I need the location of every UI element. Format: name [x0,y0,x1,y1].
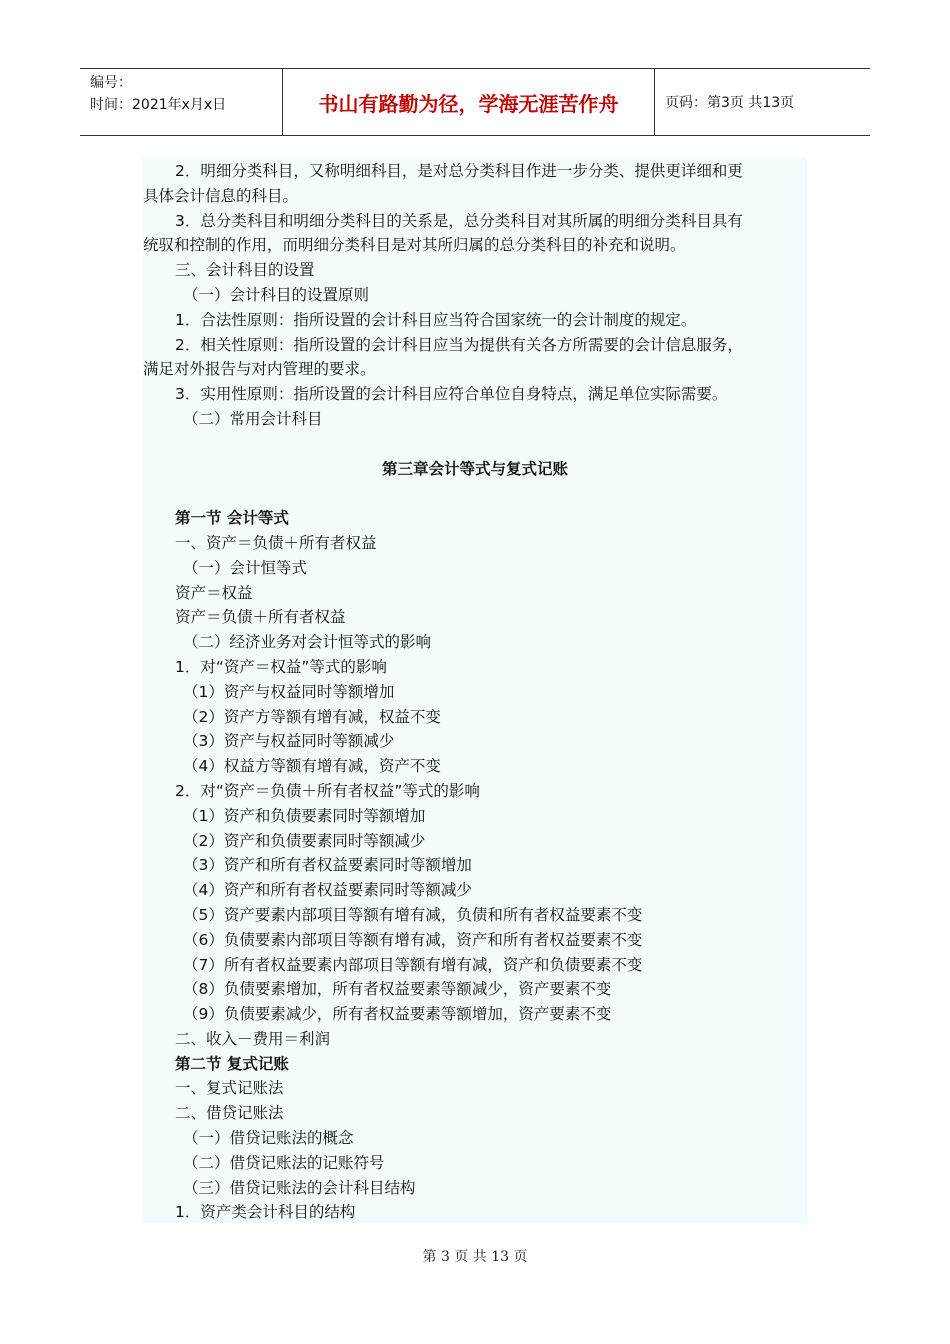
outline-item: 1．对“资产＝权益”等式的影响 [175,657,387,676]
paragraph-line: 2．明细分类科目，又称明细科目，是对总分类科目作进一步分类、提供更详细和更 [175,162,743,180]
outline-item: 资产＝负债＋所有者权益 [175,608,346,627]
section-heading: 三、会计科目的设置 [175,261,315,280]
section-title: 第一节 会计等式 [175,509,289,528]
page-footer: 第 3 页 共 13 页 [422,1249,528,1265]
outline-item: （3）资产和所有者权益要素同时等额增加 [183,856,472,875]
spacer [143,432,807,457]
outline-item: （8）负债要素增加，所有者权益要素等额减少，资产要素不变 [183,980,612,999]
subsection-heading: （一）会计科目的设置原则 [183,285,370,304]
outline-item: （6）负债要素内部项目等额有增有减，资产和所有者权益要素不变 [183,930,643,949]
outline-item: （二）借贷记账法的记账符号 [183,1153,385,1172]
section-title: 第二节 复式记账 [175,1054,289,1073]
document-body [143,157,807,1223]
chapter-title: 第三章会计等式与复式记账 [381,459,568,478]
outline-item: （二）经济业务对会计恒等式的影响 [183,633,432,652]
outline-item: （5）资产要素内部项目等额有增有减，负债和所有者权益要素不变 [183,905,643,924]
outline-item: （2）资产和负债要素同时等额减少 [183,831,426,850]
outline-item: （2）资产方等额有增有减，权益不变 [183,707,441,726]
outline-item: 1．资产类会计科目的结构 [175,1203,356,1222]
outline-item: （4）资产和所有者权益要素同时等额减少 [183,881,472,900]
outline-item: 资产＝权益 [175,583,253,602]
header-page-info: 页码：第3页 共13页 [665,95,795,111]
outline-item: （一）会计恒等式 [183,558,308,577]
subsection-heading: （二）常用会计科目 [183,409,323,428]
outline-item: （1）资产与权益同时等额增加 [183,682,395,701]
header-meta [80,69,282,135]
serial-label: 编号： [90,75,132,91]
outline-item: （3）资产与权益同时等额减少 [183,732,395,751]
outline-item: （9）负债要素减少，所有者权益要素等额增加，资产要素不变 [183,1005,612,1024]
page-header [80,68,870,136]
time-label: 时间：2021年x月x日 [90,97,227,113]
outline-item: 一、复式记账法 [175,1079,284,1098]
outline-item: （1）资产和负债要素同时等额增加 [183,806,426,825]
paragraph-line: 满足对外报告与对内管理的要求。 [143,360,376,379]
outline-item: （4）权益方等额有增有减，资产不变 [183,757,441,776]
outline-item: 二、借贷记账法 [175,1104,284,1123]
outline-item: 一、资产＝负债＋所有者权益 [175,533,377,552]
paragraph-line: 1．合法性原则：指所设置的会计科目应当符合国家统一的会计制度的规定。 [175,310,697,329]
paragraph-line: 3．实用性原则：指所设置的会计科目应符合单位自身特点，满足单位实际需要。 [175,385,728,404]
paragraph-line: 2．相关性原则：指所设置的会计科目应当为提供有关各方所需要的会计信息服务， [175,335,743,354]
outline-item: （三）借贷记账法的会计科目结构 [183,1178,416,1197]
paragraph-line: 具体会计信息的科目。 [143,186,299,205]
outline-item: （7）所有者权益要素内部项目等额有增有减，资产和负债要素不变 [183,955,643,974]
outline-item: （一）借贷记账法的概念 [183,1129,354,1148]
paragraph-line: 3．总分类科目和明细分类科目的关系是，总分类科目对其所属的明细分类科目具有 [175,211,743,230]
outline-item: 2．对“资产＝负债＋所有者权益”等式的影响 [175,781,480,800]
paragraph-line: 统驭和控制的作用，而明细分类科目是对其所归属的总分类科目的补充和说明。 [143,236,686,255]
outline-item: 二、收入－费用＝利润 [175,1029,331,1048]
header-motto: 书山有路勤为径，学海无涯苦作舟 [282,69,655,135]
spacer [143,481,807,506]
